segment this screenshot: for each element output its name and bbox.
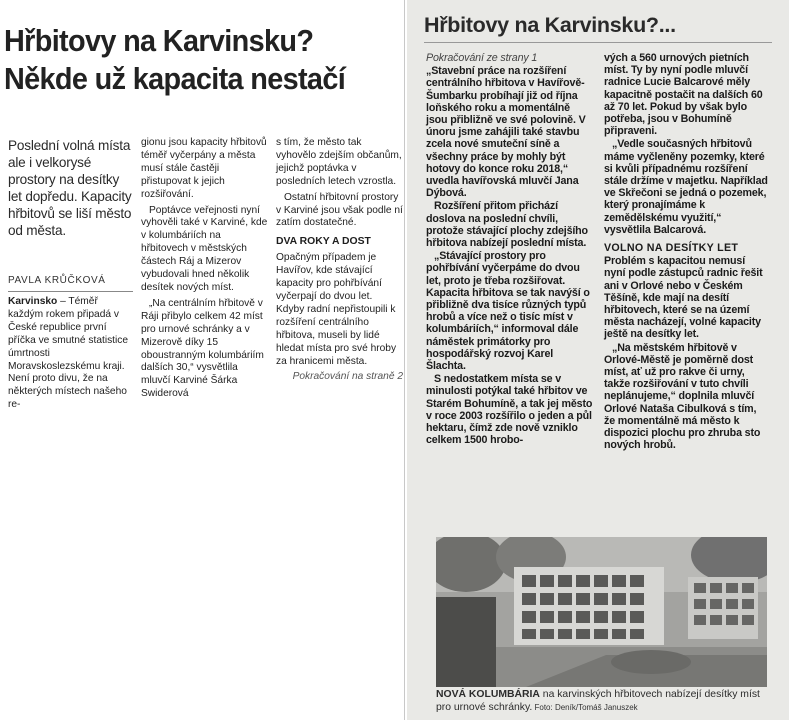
headline-line-1: Hřbitovy na Karvinsku? <box>4 23 314 58</box>
continued-from-note: Pokračování ze strany 1 <box>426 52 538 64</box>
col1-text: – Téměř každým rokem připadá v České republice první příčka ve smutné statistice úmrtnosti Moravskoslezskému kraji. Není proto divu, že na některých místech našeho re- <box>8 296 129 411</box>
right-column-2 <box>604 52 768 453</box>
rcol1-paragraph-3: „Stávající prostory pro pohřbívání vyčerpáme do dvou let, proto je třeba rozšiřovat. Kapacita hřbitova se tak navýší o přibližně dva tisíce různých typů hrobů a více než o tisíc míst v kolumbáriích,“ informoval dále náměstek primátorky pro hospodářský rozvoj Karel Šlachta. <box>426 250 590 373</box>
col3-paragraph-3: Opačným případem je Havířov, kde stávající kapacity pro pohřbívání vyčerpají do dvou let. Kdyby radní nepřistoupili k rozšíření centrálního hřbitova, museli by lidé hledat místa pro své hroby za hranicemi města. <box>276 252 397 367</box>
col2-paragraph-3: „Na centrálním hřbitově v Ráji přibylo celkem 42 míst pro urnové schránky a v Mizerově díky 15 oboustranným kolumbáriím dalších 30,“ vysvětlila mluvčí Karviné Šárka Swiderová <box>141 297 264 400</box>
article-headline <box>4 22 376 98</box>
rcol2-paragraph-1: vých a 560 urnových pietních míst. Ty by nyní podle mluvčí radnice Lucie Balcarové měly kapacitně postačit na dalších 60 až 70 let. Pokud by však bylo potřeba, jsou v Bohumíně připraveni. <box>604 52 763 138</box>
left-column-1 <box>8 296 133 415</box>
continued-headline: Hřbitovy na Karvinsku?... <box>424 13 676 37</box>
dateline: Karvinsko <box>8 296 58 307</box>
left-column-2 <box>141 137 268 404</box>
rcol2-paragraph-2: „Vedle současných hřbitovů máme vyčleněny pozemky, které si kvůli případnému rozšíření stále držíme v majetku. Například ve Skřečoni se jedná o pozemek, který pronajímáme k zemědělskému využití,“ vysvětlila Balcarová. <box>604 138 768 236</box>
rcol1-paragraph-1: „Stavební práce na rozšíření centrálního hřbitova v Havířově-Šumbarku probíhají již od října loňského roku a momentálně jsou přibližně ve své polovině. V únoru jsme zahájili také stavbu zcela nové smuteční síně a všechny práce by mohly být hotovy do konce roku 2018,“ uvedla havířovská mluvčí Jana Dýbová. <box>426 65 586 200</box>
col3-paragraph-2: Ostatní hřbitovní prostory v Karviné jsou však podle ní zatím dostatečné. <box>276 191 403 229</box>
columbarium-photo <box>436 537 767 687</box>
col2-paragraph-1: gionu jsou kapacity hřbitovů téměř vyčerpány a města musí stále častěji přistupovat k jejich rozšiřování. <box>141 137 267 200</box>
rcol2-paragraph-4: „Na městském hřbitově v Orlové-Městě je poměrně dost míst, ať už pro rakve či urny, takže rozšiřování v tuto chvíli neplánujeme,“ doplnila mluvčí Orlové Nataša Cibulková s tím, že momentálně má město k dispozici plochu pro zhruba sto nových hrobů. <box>604 341 761 452</box>
left-column-3 <box>276 137 403 387</box>
byline-divider <box>8 291 133 292</box>
clipping-divider <box>404 0 405 720</box>
col2-paragraph-2: Poptávce veřejnosti nyní vyhověli také v Karviné, kde v kolumbáriích na hřbitovech v městských částech Ráj a Mizerov vybudovali hned několik desítek nových míst. <box>141 204 268 293</box>
right-column-1 <box>426 52 594 448</box>
rcol1-paragraph-4: S nedostatkem místa se v minulosti potýkal také hřbitov ve Starém Bohumíně, a tak jej město v roce 2003 rozšířilo o jeden a půl hektaru, čímž zde nově vzniklo celkem 1500 hrobo- <box>426 373 593 447</box>
columbarium-illustration <box>436 537 767 687</box>
col3-subheading: DVA ROKY A DOST <box>276 236 371 248</box>
photo-caption <box>436 689 767 714</box>
col1-paragraph <box>8 296 133 412</box>
rcol2-paragraph-3: Problém s kapacitou nemusí nyní podle zástupců radnic řešit ani v Orlové nebo v Českém Těšíně, kde mají na desítí hřbitovech, které se na území města nacházejí, volné kapacity ještě na desítky let. <box>604 255 763 341</box>
rcol2-subheading: VOLNO NA DESÍTKY LET <box>604 242 739 255</box>
col3-paragraph-1: s tím, že město tak vyhovělo zdejším občanům, jejichž poptávka v posledních letech vzrostla. <box>276 137 402 187</box>
article-lead: Poslední volná místa ale i velkorysé prostory na desítky let dopředu. Kapacity hřbitovů se liší město od města. <box>8 138 132 238</box>
caption-text: na karvinských hřbitovech nabízejí desítky míst pro urnové schránky. <box>436 689 760 713</box>
author-byline: PAVLA KRŮČKOVÁ <box>8 275 106 286</box>
continuation-note: Pokračování na straně 2 <box>292 371 403 383</box>
rcol1-paragraph-2: Rozšíření přitom přichází doslova na poslední chvíli, protože stávající plochy zdejšího hřbitova nabízejí poslední místa. <box>426 200 588 250</box>
headline-rule <box>424 42 772 43</box>
caption-heading: NOVÁ KOLUMBÁRIA <box>436 689 540 700</box>
photo-credit: Foto: Deník/Tomáš Januszek <box>532 702 638 712</box>
headline-line-2: Někde už kapacita nestačí <box>4 61 346 96</box>
